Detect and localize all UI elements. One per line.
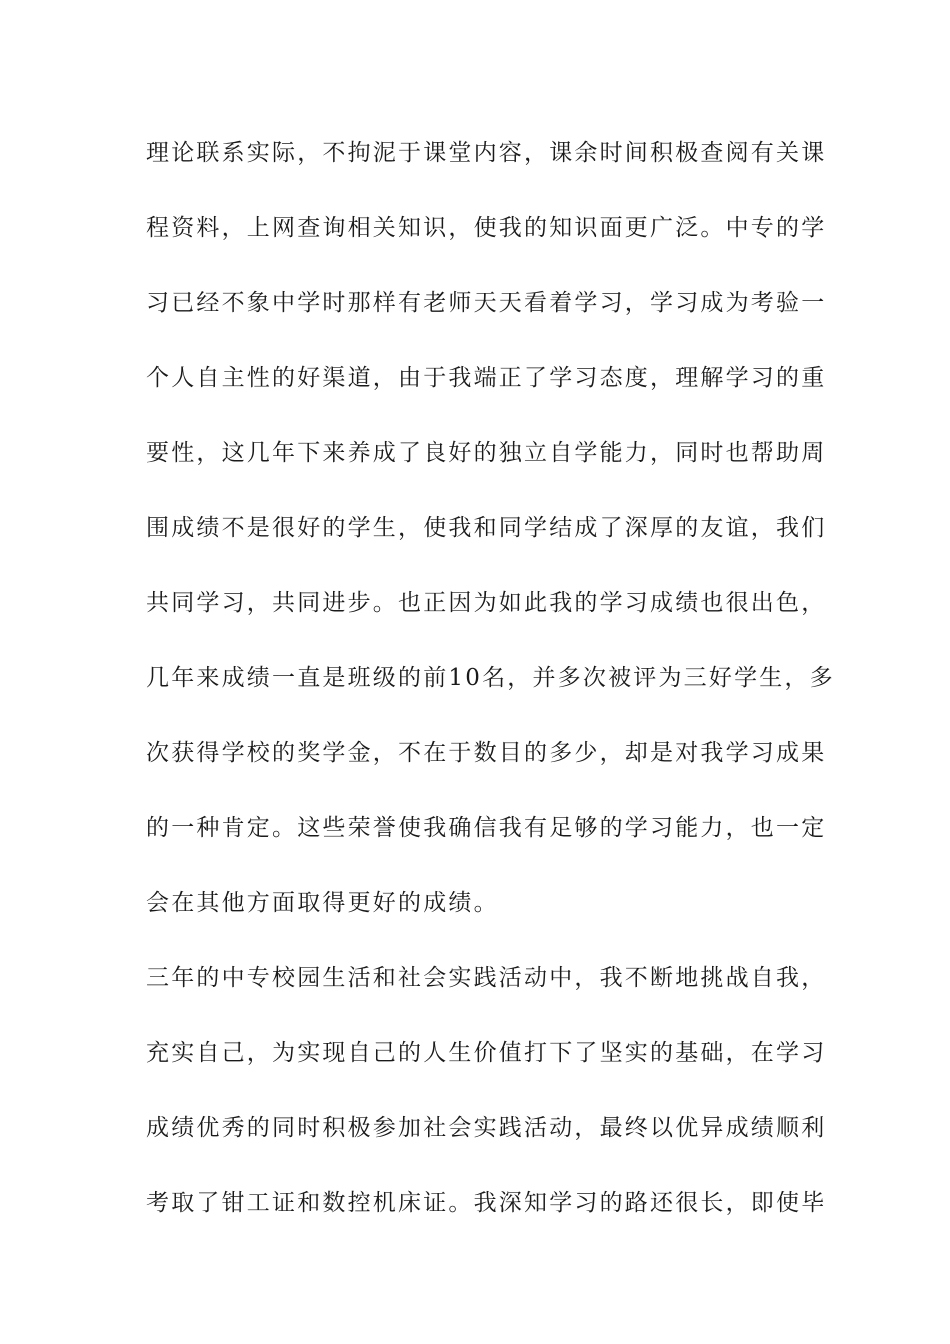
body-text: [146, 131, 835, 1256]
text-line-6: 围成绩不是很好的学生，使我和同学结成了深厚的友谊，我们: [146, 515, 827, 541]
text-line-11: 会在其他方面取得更好的成绩。: [146, 890, 499, 916]
text-line-14: 成绩优秀的同时积极参加社会实践活动，最终以优异成绩顺利: [146, 1115, 827, 1141]
text-line-12: 三年的中专校园生活和社会实践活动中，我不断地挑战自我，: [146, 965, 827, 991]
text-line-7: 共同学习，共同进步。也正因为如此我的学习成绩也很出色，: [146, 590, 827, 616]
text-line-8: 几年来成绩一直是班级的前10名，并多次被评为三好学生，多: [146, 665, 835, 691]
text-line-13: 充实自己，为实现自己的人生价值打下了坚实的基础，在学习: [146, 1040, 827, 1066]
text-line-3: 习已经不象中学时那样有老师天天看着学习，学习成为考验一: [146, 290, 827, 316]
text-line-10: 的一种肯定。这些荣誉使我确信我有足够的学习能力，也一定: [146, 815, 827, 841]
text-line-2: 程资料，上网查询相关知识，使我的知识面更广泛。中专的学: [146, 215, 827, 241]
text-line-4: 个人自主性的好渠道，由于我端正了学习态度，理解学习的重: [146, 365, 827, 391]
text-line-9: 次获得学校的奖学金，不在于数目的多少，却是对我学习成果: [146, 740, 827, 766]
text-line-5: 要性，这几年下来养成了良好的独立自学能力，同时也帮助周: [146, 440, 827, 466]
text-line-1: 理论联系实际，不拘泥于课堂内容，课余时间积极查阅有关课: [146, 140, 827, 166]
text-line-15: 考取了钳工证和数控机床证。我深知学习的路还很长，即使毕: [146, 1190, 827, 1216]
